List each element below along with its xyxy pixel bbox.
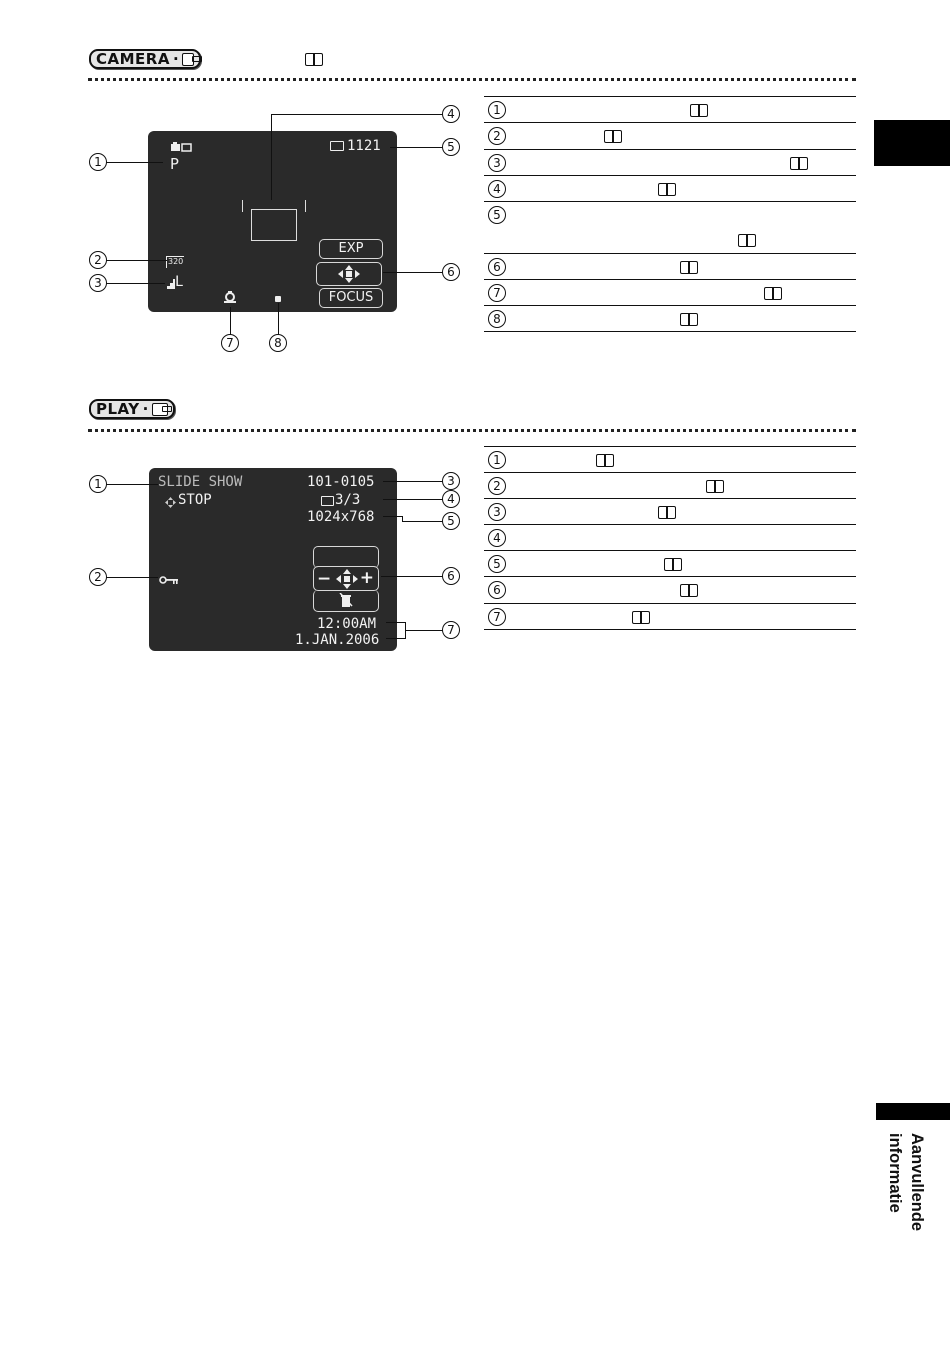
af-frame bbox=[251, 209, 297, 241]
chapter-tab-marker bbox=[874, 120, 950, 166]
book-reference-icon bbox=[604, 130, 622, 142]
play-callout-5: 5 bbox=[442, 512, 460, 530]
legend-row bbox=[484, 551, 856, 577]
section-tab-marker bbox=[876, 1103, 950, 1120]
zoom-out-label: − bbox=[317, 569, 332, 589]
joystick-guide bbox=[316, 262, 382, 286]
zoom-joystick-guide bbox=[313, 566, 379, 591]
joystick-icon bbox=[336, 264, 362, 284]
play-callout-2: 2 bbox=[89, 568, 107, 586]
delete-guide bbox=[313, 590, 379, 612]
legend-number: 5 bbox=[488, 555, 506, 573]
section-tab-label bbox=[868, 1133, 928, 1253]
memory-card-icon bbox=[152, 403, 168, 416]
book-reference-icon bbox=[305, 53, 323, 65]
program-ae-label: P bbox=[170, 155, 180, 173]
slide-show-label: SLIDE SHOW bbox=[158, 474, 243, 490]
protect-key-icon bbox=[159, 572, 179, 582]
legend-row bbox=[484, 499, 856, 525]
legend-number: 7 bbox=[488, 608, 506, 626]
legend-number: 5 bbox=[488, 206, 506, 224]
book-reference-icon bbox=[664, 558, 682, 570]
shots-card-icon bbox=[330, 141, 344, 151]
camera-lcd-screen bbox=[148, 131, 397, 312]
book-reference-icon bbox=[764, 287, 782, 299]
focus-label: FOCUS bbox=[328, 290, 374, 305]
book-reference-icon bbox=[680, 313, 698, 325]
legend-row bbox=[484, 306, 856, 332]
camera-callout-4: 4 bbox=[442, 105, 460, 123]
self-timer-icon bbox=[223, 291, 237, 305]
book-reference-icon bbox=[658, 506, 676, 518]
play-callout-6: 6 bbox=[442, 567, 460, 585]
legend-number: 1 bbox=[488, 101, 506, 119]
play-legend-table bbox=[484, 446, 856, 630]
legend-number: 2 bbox=[488, 477, 506, 495]
book-reference-icon bbox=[738, 234, 756, 246]
camera-callout-8: 8 bbox=[269, 334, 287, 352]
camera-badge-label: CAMERA bbox=[96, 50, 170, 68]
legend-number: 1 bbox=[488, 451, 506, 469]
camera-callout-5: 5 bbox=[442, 138, 460, 156]
legend-row bbox=[484, 97, 856, 123]
exp-button-guide bbox=[319, 239, 383, 259]
joystick-icon bbox=[336, 569, 358, 589]
camera-legend-table bbox=[484, 96, 856, 332]
camera-callout-1: 1 bbox=[89, 153, 107, 171]
play-lcd-screen bbox=[149, 468, 397, 651]
book-reference-icon bbox=[706, 480, 724, 492]
play-callout-7: 7 bbox=[442, 621, 460, 639]
legend-row bbox=[484, 604, 856, 630]
section-divider bbox=[88, 78, 856, 81]
camera-card-mode-icon bbox=[170, 140, 194, 152]
legend-number: 3 bbox=[488, 154, 506, 172]
legend-number: 2 bbox=[488, 127, 506, 145]
delete-icon bbox=[339, 593, 353, 608]
badge-separator: · bbox=[142, 400, 149, 418]
play-guide-top bbox=[313, 546, 379, 568]
legend-number: 7 bbox=[488, 284, 506, 302]
book-reference-icon bbox=[680, 261, 698, 273]
legend-row bbox=[484, 254, 856, 280]
book-reference-icon bbox=[690, 104, 708, 116]
focus-button-guide bbox=[319, 288, 383, 308]
camera-callout-6: 6 bbox=[442, 263, 460, 281]
camera-callout-7: 7 bbox=[221, 334, 239, 352]
badge-separator: · bbox=[172, 50, 180, 68]
joystick-small-icon bbox=[165, 495, 176, 506]
camera-callout-2: 2 bbox=[89, 251, 107, 269]
legend-row bbox=[484, 202, 856, 254]
book-reference-icon bbox=[790, 157, 808, 169]
legend-number: 4 bbox=[488, 529, 506, 547]
camera-callout-3: 3 bbox=[89, 274, 107, 292]
af-indicator-icon bbox=[275, 296, 281, 302]
zoom-in-label: + bbox=[359, 568, 374, 588]
legend-number: 8 bbox=[488, 310, 506, 328]
legend-number: 3 bbox=[488, 503, 506, 521]
legend-number: 6 bbox=[488, 258, 506, 276]
book-reference-icon bbox=[596, 454, 614, 466]
legend-number: 4 bbox=[488, 180, 506, 198]
tab-label-line2: informatie bbox=[886, 1133, 904, 1213]
legend-row bbox=[484, 525, 856, 551]
image-resolution: 1024x768 bbox=[307, 509, 375, 525]
play-callout-3: 3 bbox=[442, 472, 460, 490]
shots-remaining: 1121 bbox=[347, 138, 381, 154]
legend-row bbox=[484, 577, 856, 604]
memory-card-icon bbox=[182, 53, 194, 66]
time-display: 12:00AM bbox=[317, 616, 377, 632]
book-reference-icon bbox=[658, 183, 676, 195]
image-count: 3/3 bbox=[335, 492, 361, 508]
play-callout-1: 1 bbox=[89, 475, 107, 493]
play-callout-4: 4 bbox=[442, 490, 460, 508]
legend-row bbox=[484, 150, 856, 176]
legend-row bbox=[484, 280, 856, 306]
date-display: 1.JAN.2006 bbox=[295, 632, 380, 648]
section-divider bbox=[88, 429, 856, 432]
book-reference-icon bbox=[632, 611, 650, 623]
legend-number: 6 bbox=[488, 581, 506, 599]
image-size-label: 320 bbox=[168, 257, 184, 266]
legend-row bbox=[484, 123, 856, 150]
stop-label: STOP bbox=[178, 492, 212, 508]
camera-mode-badge bbox=[89, 49, 201, 69]
image-size-icon bbox=[166, 256, 184, 268]
legend-row bbox=[484, 447, 856, 473]
image-count-card-icon bbox=[321, 496, 334, 506]
exp-label: EXP bbox=[338, 241, 364, 256]
play-mode-badge bbox=[89, 399, 175, 419]
file-number: 101-0105 bbox=[307, 474, 375, 490]
book-reference-icon bbox=[680, 584, 698, 596]
legend-row bbox=[484, 473, 856, 499]
legend-row bbox=[484, 176, 856, 202]
af-frame-bracket bbox=[242, 200, 306, 212]
image-quality-label: L bbox=[175, 274, 184, 290]
play-badge-label: PLAY bbox=[96, 400, 140, 418]
tab-label-line1: Aanvullende bbox=[908, 1133, 926, 1232]
